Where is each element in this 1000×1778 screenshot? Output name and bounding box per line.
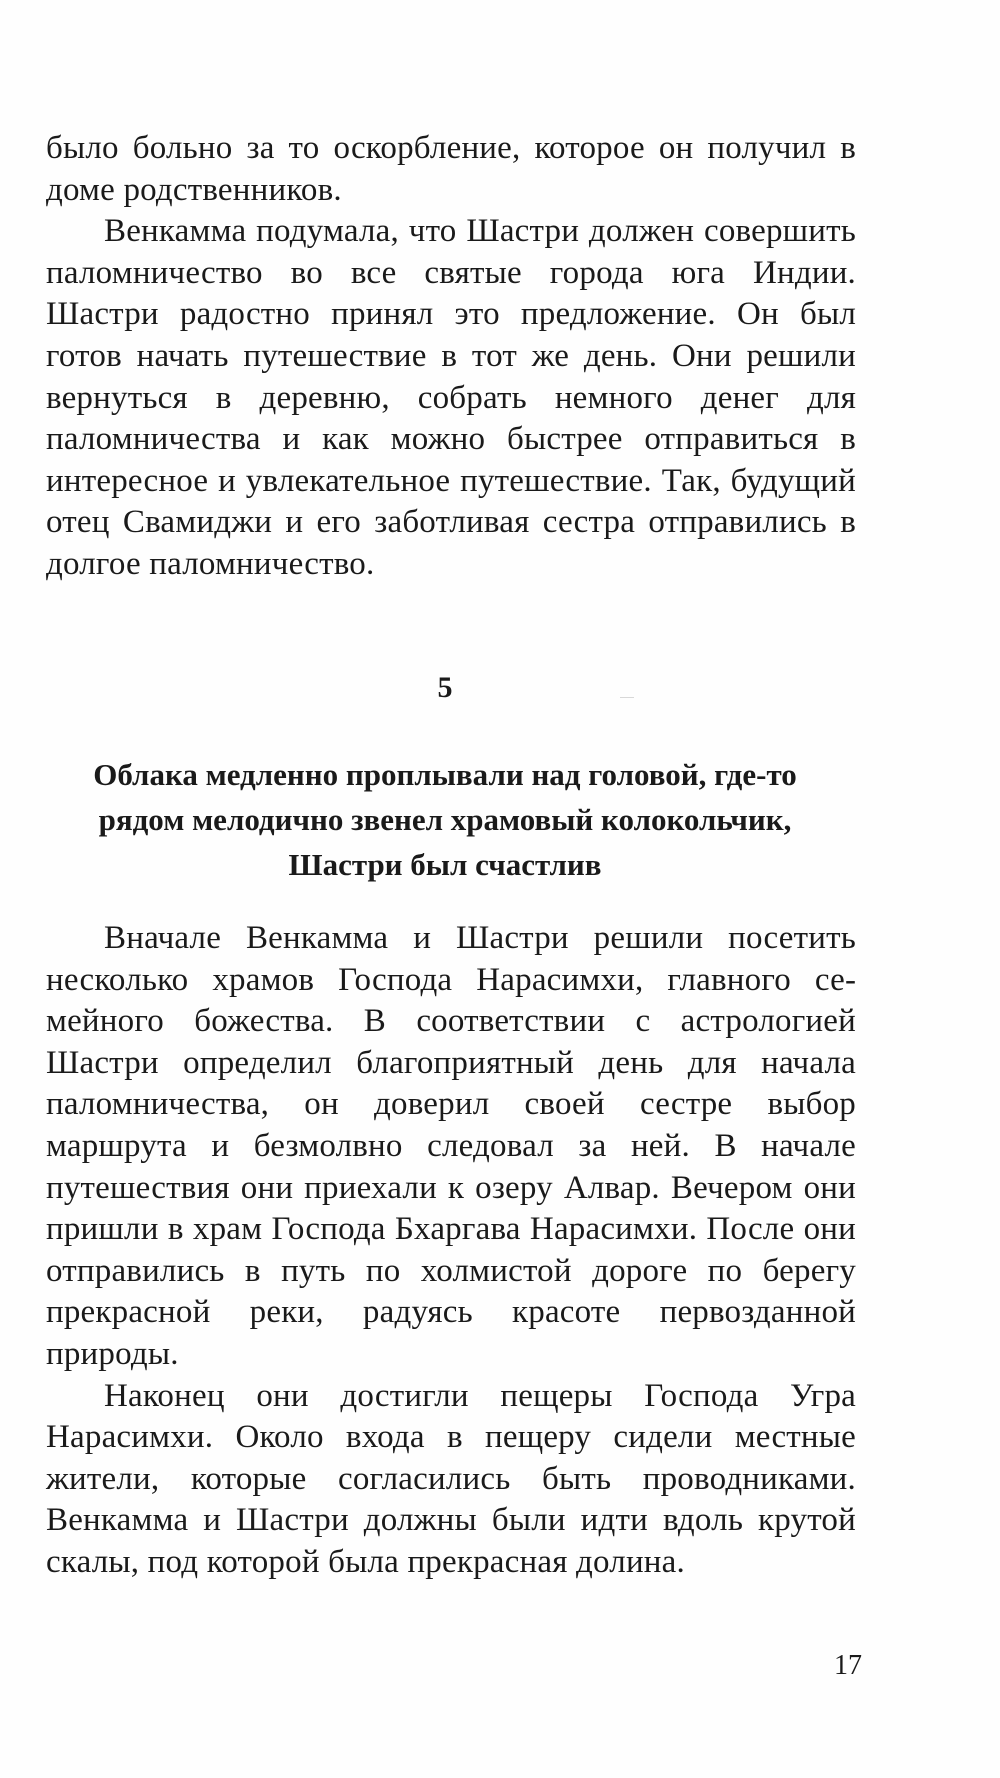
scan-artifact — [620, 697, 634, 698]
text-block-top — [46, 128, 856, 586]
chapter-number: 5 — [437, 671, 453, 704]
chapter-title: Облака медленно проплывали над головой, где-то рядом мелодично звенел храмовый колокольчик, Шастри был счастлив — [93, 757, 797, 882]
paragraph: Венкамма подумала, что Шастри должен совершить паломничество во все святые города юга Индии. Шастри радостно принял это предложение. Он был готов начать путешествие в тот же день. Они решили вернуться в деревню, собрать немного денег для паломничества и как можно быстрее отправиться в интересное и увлекательное путешествие. Так, будущий отец Свамиджи и его заботливая сестра отправились в долгое паломничество. — [46, 213, 856, 582]
paragraph: было больно за то оскорбление, которое он получил в доме родственников. — [46, 130, 856, 208]
text-block-bottom — [46, 918, 856, 1584]
paragraph: Вначале Венкамма и Шастри решили посетить несколько храмов Господа Нарасимхи, главного семейного божества. В соответствии с астрологией Шастри определил благоприятный день для начала паломничества, он доверил своей сестре выбор маршрута и безмолвно следовал за ней. В начале путешествия они приехали к озеру Алвар. Вечером они пришли в храм Господа Бхаргава Нарасимхи. После они отправились в путь по холмистой дороге по берегу прекрасной реки, радуясь красоте первозданной природы. — [46, 920, 856, 1372]
page-number: 17 — [834, 1650, 862, 1681]
paragraph: Наконец они достигли пещеры Господа Угра Нарасимхи. Около входа в пещеру сидели местные жители, которые согласились быть проводниками. Венкамма и Шастри должны были идти вдоль крутой скалы, под которой была прекрасная долина. — [46, 1377, 856, 1580]
